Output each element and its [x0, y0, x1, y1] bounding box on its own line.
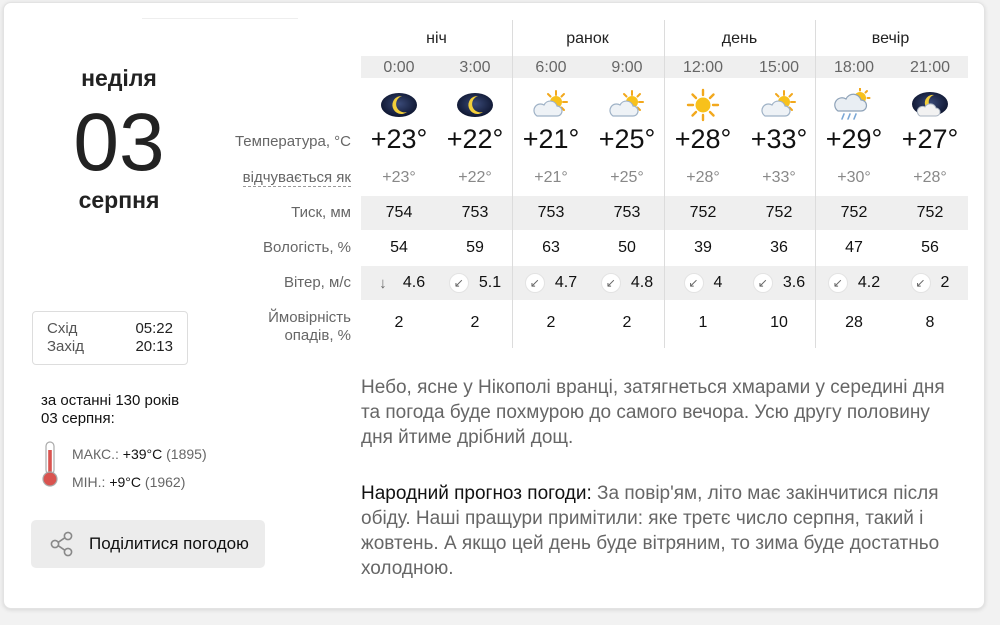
moon-icon — [361, 87, 437, 123]
min-value: +9°C — [109, 474, 142, 490]
hour-humidity: 47 — [845, 239, 863, 256]
weekday: неділя — [81, 65, 157, 91]
hour-pressure: 752 — [689, 204, 717, 221]
period-day: день — [721, 30, 758, 47]
label-feels-like[interactable]: відчувається як — [242, 169, 351, 186]
hour-time: 15:00 — [758, 59, 800, 76]
hour-temperature: +22° — [446, 124, 504, 154]
label-temperature: Температура, °C — [234, 133, 351, 150]
hour-precip-probability: 1 — [698, 314, 708, 331]
hour-wind — [437, 273, 513, 293]
share-label: Поділитися погодою — [89, 534, 249, 553]
hour-time: 3:00 — [459, 59, 491, 76]
hour-precip-probability: 2 — [394, 314, 404, 331]
wind-direction-icon: ↙ — [601, 273, 621, 293]
hour-humidity: 50 — [618, 239, 636, 256]
wind-speed: 3.6 — [782, 274, 806, 291]
history-line1: за останні 130 років — [41, 392, 180, 409]
label-precip-2: опадів, % — [284, 327, 351, 344]
sunset-time: 20:13 — [135, 338, 173, 355]
folk-forecast — [361, 481, 961, 581]
label-wind: Вітер, м/с — [283, 274, 351, 291]
hour-feels-like: +21° — [534, 169, 568, 186]
hour-pressure: 752 — [916, 204, 944, 221]
wind-direction-icon: ↙ — [684, 273, 704, 293]
sun-cloud-icon — [589, 87, 665, 123]
hour-temperature: +28° — [674, 124, 732, 154]
label-pressure: Тиск, мм — [291, 204, 351, 221]
moon-cloud-icon — [892, 87, 968, 123]
hour-feels-like: +33° — [762, 169, 796, 186]
history-line2: 03 серпня: — [41, 410, 115, 427]
period-evening: вечір — [871, 30, 910, 47]
hour-humidity: 59 — [466, 239, 484, 256]
hour-humidity: 36 — [770, 239, 788, 256]
hour-wind — [892, 273, 968, 293]
sunrise-time: 05:22 — [135, 320, 173, 337]
thermometer-icon — [40, 440, 60, 488]
hour-precip-probability: 2 — [470, 314, 480, 331]
hour-feels-like: +25° — [610, 169, 644, 186]
folk-label: Народний прогноз погоди: — [361, 483, 592, 504]
hour-precip-probability: 10 — [770, 314, 788, 331]
hour-humidity: 56 — [921, 239, 939, 256]
hour-feels-like: +30° — [837, 169, 871, 186]
wind-direction-icon: ↓ — [379, 274, 387, 292]
wind-speed: 2 — [940, 274, 950, 291]
hour-time: 21:00 — [909, 59, 951, 76]
hour-temperature: +23° — [370, 124, 428, 154]
sun-cloud-rain-icon — [816, 87, 892, 123]
history-caption — [41, 392, 179, 428]
wind-speed: 4.6 — [402, 274, 426, 291]
hour-time: 18:00 — [833, 59, 875, 76]
hour-pressure: 752 — [765, 204, 793, 221]
sunset-label: Захід — [47, 338, 84, 355]
hour-time: 0:00 — [383, 59, 415, 76]
max-label: МАКС.: — [72, 446, 119, 462]
min-year: (1962) — [144, 474, 186, 490]
hour-precip-probability: 2 — [546, 314, 556, 331]
folk-text: За повір'ям, літо має закінчитися після обіду. Наші пращури примітили: яке третє число серпня, такий і жовтень. А якщо цей день буде вітряним, то зима буде достатньо холодною. — [361, 483, 940, 579]
hour-time: 9:00 — [611, 59, 643, 76]
day-number: 03 — [73, 97, 165, 188]
wind-speed: 4.8 — [630, 274, 654, 291]
hour-wind — [816, 273, 892, 293]
hour-precip-probability: 28 — [845, 314, 863, 331]
hour-wind — [665, 273, 741, 293]
hour-pressure: 752 — [840, 204, 868, 221]
wind-direction-icon: ↙ — [828, 273, 848, 293]
hour-pressure: 753 — [461, 204, 489, 221]
sun-times-box — [32, 311, 188, 365]
min-label: МІН.: — [72, 474, 106, 490]
hour-temperature: +29° — [825, 124, 883, 154]
wind-speed: 4 — [713, 274, 723, 291]
hour-pressure: 753 — [613, 204, 641, 221]
hour-temperature: +27° — [901, 124, 959, 154]
hour-time: 12:00 — [682, 59, 724, 76]
wind-direction-icon: ↙ — [753, 273, 773, 293]
hour-time: 6:00 — [535, 59, 567, 76]
wind-direction-icon: ↙ — [449, 273, 469, 293]
hour-feels-like: +23° — [382, 169, 416, 186]
moon-icon — [437, 87, 513, 123]
hour-humidity: 54 — [390, 239, 408, 256]
period-morning: ранок — [566, 30, 609, 47]
hour-wind — [741, 273, 817, 293]
label-humidity: Вологість, % — [263, 239, 351, 256]
hour-temperature: +33° — [750, 124, 808, 154]
max-year: (1895) — [166, 446, 207, 462]
hour-feels-like: +28° — [913, 169, 947, 186]
hour-precip-probability: 8 — [925, 314, 935, 331]
hour-pressure: 753 — [537, 204, 565, 221]
wind-speed: 4.2 — [857, 274, 881, 291]
hour-temperature: +25° — [598, 124, 656, 154]
hour-humidity: 63 — [542, 239, 560, 256]
hour-feels-like: +22° — [458, 169, 492, 186]
wind-speed: 4.7 — [554, 274, 578, 291]
hour-humidity: 39 — [694, 239, 712, 256]
tab-notch — [142, 5, 298, 19]
sunrise-label: Схід — [47, 320, 78, 337]
wind-speed: 5.1 — [478, 274, 502, 291]
wind-direction-icon: ↙ — [911, 273, 931, 293]
hour-wind — [513, 273, 589, 293]
period-night: ніч — [426, 30, 447, 47]
hour-wind — [589, 273, 665, 293]
sun-icon — [665, 87, 741, 123]
sun-cloud-icon — [513, 87, 589, 123]
hour-temperature: +21° — [522, 124, 580, 154]
hour-wind — [361, 273, 437, 293]
sun-cloud-icon — [741, 87, 817, 123]
history-extremes — [72, 440, 207, 496]
label-precip-1: Ймовірність — [268, 309, 351, 326]
month: серпня — [78, 187, 160, 213]
share-icon — [49, 531, 75, 557]
forecast-grid — [361, 20, 968, 348]
max-value: +39°C — [122, 446, 163, 462]
wind-direction-icon: ↙ — [525, 273, 545, 293]
hour-precip-probability: 2 — [622, 314, 632, 331]
weather-card — [3, 2, 985, 609]
share-button[interactable] — [31, 520, 265, 568]
forecast-description: Небо, ясне у Нікополі вранці, затягнеться хмарами у середині дня та погода буде похмурою до самого вечора. Усю другу половину дня йтиме дрібний дощ. — [361, 377, 945, 448]
hour-feels-like: +28° — [686, 169, 720, 186]
hour-pressure: 754 — [385, 204, 413, 221]
